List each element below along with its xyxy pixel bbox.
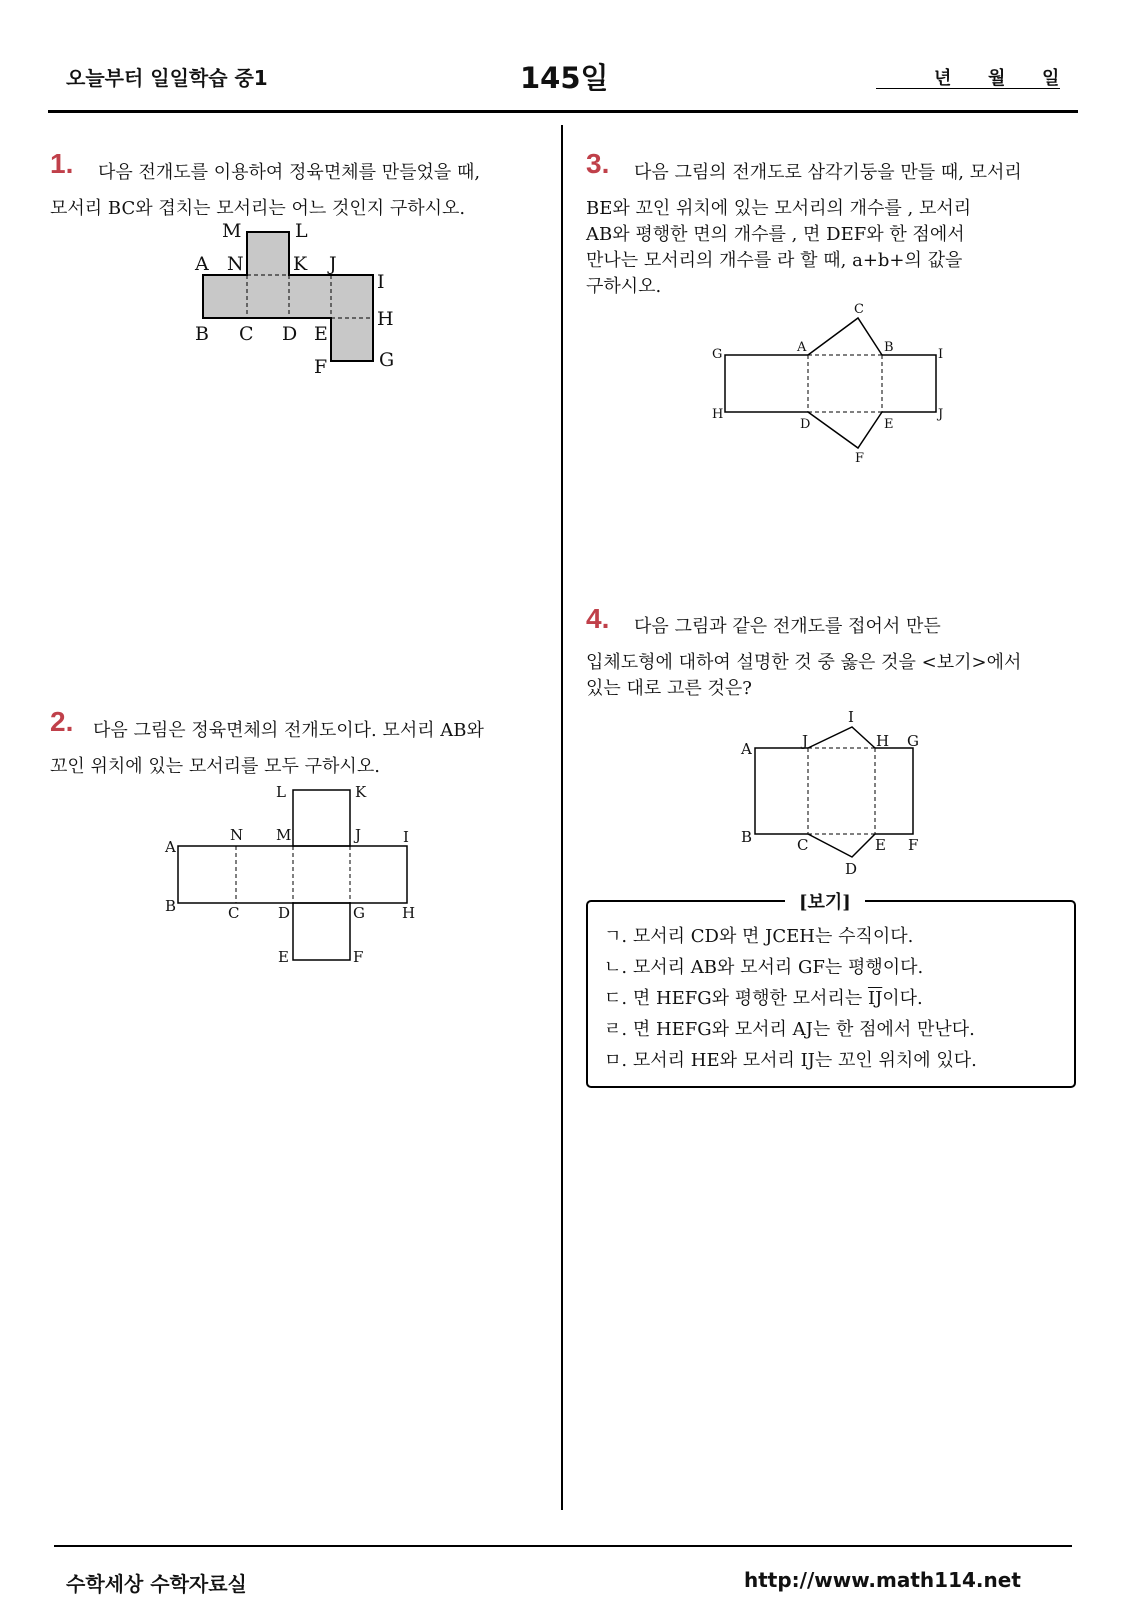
q4-option-4-text: 면 HEFG와 모서리 AJ는 한 점에서 만난다.	[632, 1019, 975, 1040]
q3-label-F: F	[855, 451, 865, 465]
header-rule	[48, 110, 1078, 113]
q4-label-I: I	[848, 708, 854, 726]
q3-label-D: D	[800, 417, 811, 432]
q4-label-J: J	[802, 732, 809, 750]
q4-label-F: F	[908, 836, 919, 854]
q2-label-K: K	[355, 783, 367, 801]
q4-label-E: E	[875, 836, 886, 854]
q1-label-A: A	[195, 253, 209, 275]
q3-label-E: E	[884, 417, 894, 432]
q2-label-M: M	[276, 826, 292, 844]
q4-label-B: B	[741, 828, 753, 846]
q1-label-B: B	[195, 323, 209, 345]
q4-label-H: H	[876, 732, 890, 750]
q1-number: 1.	[50, 148, 74, 179]
q1-cube-net-diagram	[185, 220, 410, 380]
q3-text-line4: 만나는 모서리의 개수를 라 할 때, a+b+의 값을	[586, 250, 963, 271]
date-field	[876, 64, 1060, 89]
q4-text-line3: 있는 대로 고른 것은?	[586, 678, 752, 699]
header-title: 오늘부터 일일학습 중1	[66, 66, 268, 90]
q3-text-line5: 구하시오.	[586, 276, 662, 297]
q4-option-4	[604, 1015, 975, 1041]
q4-option-2-text: 모서리 AB와 모서리 GF는 평행이다.	[632, 957, 924, 978]
q2-label-C: C	[228, 904, 240, 922]
q4-text-line1: 다음 그림과 같은 전개도를 접어서 만든	[634, 616, 941, 637]
q1-label-G: G	[379, 349, 395, 371]
q2-text-line2: 꼬인 위치에 있는 모서리를 모두 구하시오.	[50, 756, 380, 777]
q4-option-3	[604, 984, 923, 1010]
q2-label-A: A	[165, 838, 176, 856]
q1-label-M: M	[222, 220, 242, 242]
q3-number: 3.	[586, 148, 610, 179]
q4-option-2	[604, 953, 923, 979]
q1-label-H: H	[377, 308, 394, 330]
q3-label-B: B	[884, 340, 894, 355]
q3-label-A: A	[797, 340, 807, 355]
q1-label-N: N	[227, 253, 244, 275]
q4-option-1-marker: ㄱ.	[604, 926, 628, 947]
q4-text-line2: 입체도형에 대하여 설명한 것 중 옳은 것을 <보기>에서	[586, 652, 1022, 673]
footer-url-link[interactable]: http://www.math114.net	[744, 1568, 1021, 1592]
q4-label-D: D	[845, 860, 858, 878]
q4-options-title: [보기]	[785, 888, 865, 914]
q2-cube-net-diagram	[160, 780, 420, 965]
day-title: 145일	[520, 61, 609, 95]
q1-text-line1: 다음 전개도를 이용하여 정육면체를 만들었을 때,	[98, 162, 481, 183]
q2-label-I: I	[403, 828, 409, 846]
q4-option-2-marker: ㄴ.	[604, 957, 628, 978]
q3-prism-net-diagram	[705, 300, 955, 465]
q3-text-line2: BE와 꼬인 위치에 있는 모서리의 개수를 , 모서리	[586, 198, 972, 219]
q4-prism-net-diagram	[735, 705, 935, 880]
q3-label-I: I	[938, 347, 944, 362]
q4-number: 4.	[586, 603, 610, 634]
q4-option-4-marker: ㄹ.	[604, 1019, 628, 1040]
q3-label-H: H	[712, 407, 724, 422]
q4-option-1	[604, 922, 913, 948]
footer-rule	[54, 1545, 1072, 1547]
q3-label-G: G	[712, 347, 723, 362]
q2-label-H: H	[402, 904, 416, 922]
q4-label-C: C	[797, 836, 809, 854]
q3-text-line1: 다음 그림의 전개도로 삼각기둥을 만들 때, 모서리	[634, 162, 1022, 183]
q2-label-J: J	[355, 826, 362, 844]
q1-text-line2: 모서리 BC와 겹치는 모서리는 어느 것인지 구하시오.	[50, 198, 466, 219]
q3-text-line3: AB와 평행한 면의 개수를 , 면 DEF와 한 점에서	[586, 224, 965, 245]
column-divider	[561, 125, 563, 1510]
q2-label-E: E	[278, 948, 289, 965]
q2-label-B: B	[165, 897, 177, 915]
q4-option-5	[604, 1046, 977, 1072]
q3-label-C: C	[854, 302, 864, 317]
date-day: 일	[1042, 68, 1060, 89]
q2-text-line1: 다음 그림은 정육면체의 전개도이다. 모서리 AB와	[93, 720, 484, 741]
q3-label-J: J	[938, 407, 944, 422]
q2-label-L: L	[276, 783, 286, 801]
q1-label-D: D	[282, 323, 298, 345]
q1-label-I: I	[377, 271, 385, 293]
q4-label-G: G	[907, 732, 919, 750]
q2-label-N: N	[230, 826, 244, 844]
q2-label-F: F	[353, 948, 364, 965]
q4-option-3-segment: $\overline{IJ}$	[867, 988, 883, 1009]
q4-option-3-text-post: 이다.	[882, 988, 923, 1009]
q1-label-E: E	[314, 323, 328, 345]
date-month: 월	[988, 68, 1006, 89]
q1-label-C: C	[239, 323, 254, 345]
date-year: 년	[934, 68, 952, 89]
q1-label-K: K	[293, 253, 308, 275]
q4-option-3-marker: ㄷ.	[604, 988, 628, 1009]
q2-label-D: D	[278, 904, 291, 922]
q4-option-1-text: 모서리 CD와 면 JCEH는 수직이다.	[632, 926, 914, 947]
q4-option-5-text: 모서리 HE와 모서리 IJ는 꼬인 위치에 있다.	[632, 1050, 977, 1071]
q4-option-3-text-pre: 면 HEFG와 평행한 모서리는	[632, 988, 868, 1009]
q4-label-A: A	[741, 740, 752, 758]
q1-label-J: J	[329, 253, 337, 275]
q1-label-F: F	[314, 356, 328, 378]
q2-label-G: G	[353, 904, 365, 922]
q2-number: 2.	[50, 706, 74, 737]
q4-option-5-marker: ㅁ.	[604, 1050, 628, 1071]
footer-left-text: 수학세상 수학자료실	[66, 1572, 247, 1596]
q1-label-L: L	[295, 220, 308, 242]
